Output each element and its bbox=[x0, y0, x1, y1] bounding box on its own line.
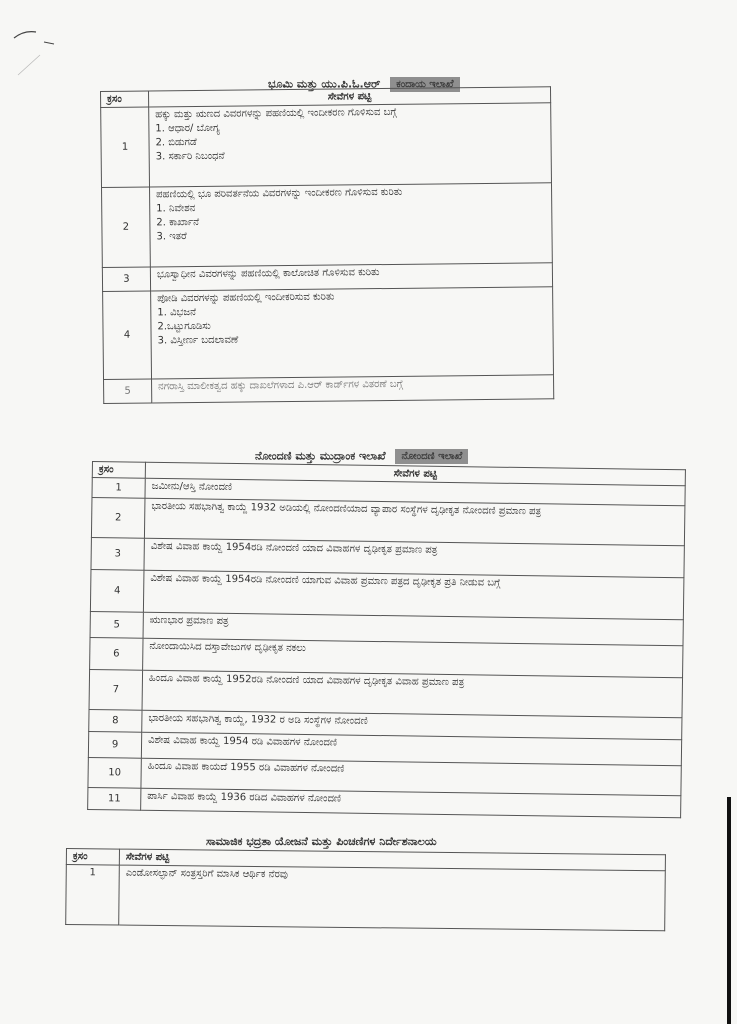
row-text bbox=[150, 183, 553, 267]
section1-title-text: ಭೂಮಿ ಮತ್ತು ಯು.ಪಿ.ಓ.ಆರ್ bbox=[268, 77, 381, 91]
col-header-num: ಕ್ರಸಂ bbox=[101, 91, 149, 108]
table-row bbox=[101, 103, 552, 188]
row-text: ಪಾರ್ಸಿ ವಿವಾಹ ಕಾಯ್ದೆ 1936 ರಡಿದ ವಿವಾಹಗಳ ನೋಂದಣಿ bbox=[141, 788, 681, 818]
page-edge-bar bbox=[727, 797, 731, 1024]
row-num: 7 bbox=[89, 669, 143, 710]
row-num: 10 bbox=[88, 757, 141, 788]
col-header-service: ಸೇವೆಗಳ ಪಟ್ಟಿ bbox=[145, 462, 685, 486]
row-num: 3 bbox=[91, 537, 144, 570]
row-num: 8 bbox=[89, 709, 142, 732]
col-header-service: ಸೇವೆಗಳ ಪಟ್ಟಿ bbox=[149, 87, 551, 107]
row-text bbox=[149, 103, 552, 187]
row-text: ಋಣಭಾರ ಪ್ರಮಾಣ ಪತ್ರ bbox=[143, 612, 683, 646]
table-row bbox=[104, 375, 554, 404]
row-sub-item: 1. ನಿವೇಶನ bbox=[156, 203, 196, 215]
table-row bbox=[66, 865, 666, 931]
row-main-text: ಹಕ್ಕು ಮತ್ತು ಋಣದ ವಿವರಗಳನ್ನು ಪಹಣಿಯಲ್ಲಿ ಇಂದೀಕರಣ ಗೊಳಿಸುವ ಬಗ್ಗೆ bbox=[155, 106, 397, 121]
row-num: 1 bbox=[66, 865, 120, 926]
row-num: 1 bbox=[92, 478, 145, 499]
col-header-num: ಕ್ರಸಂ bbox=[92, 462, 145, 479]
row-sub-item: 2.ಒಟ್ಟುಗೂಡಿಸು bbox=[157, 320, 211, 333]
row-text: ಭಾರತೀಯ ಸಹಭಾಗಿತ್ವ ಕಾಯ್ದೆ, 1932 ರ ಅಡಿ ಸಂಸ್ಥೆಗಳ ನೋಂದಣಿ bbox=[142, 710, 682, 740]
row-main-text: ಪೋಡಿ ವಿವರಗಳನ್ನು ಪಹಣಿಯಲ್ಲಿ ಇಂದೀಕರಿಸುವ ಕುರಿತು bbox=[157, 291, 335, 305]
row-num: 5 bbox=[90, 611, 143, 638]
row-text: ಹಿಂದೂ ವಿವಾಹ ಕಾಯ್ದೆ 1952ರಡಿ ನೋಂದಣಿ ಯಾದ ವಿವಾಹಗಳ ದೃಢೀಕೃತ ವಿವಾಹ ಪ್ರಮಾಣ ಪತ್ರ bbox=[142, 670, 683, 718]
section1-stamp: ಕಂದಾಯ ಇಲಾಖೆ bbox=[390, 77, 459, 92]
row-text: ಭೂಸ್ವಾಧೀನ ವಿವರಗಳನ್ನು ಪಹಣಿಯಲ್ಲಿ ಕಾಲೋಚಿತ ಗೊಳಿಸುವ ಕುರಿತು bbox=[150, 263, 552, 291]
section2-title bbox=[255, 449, 468, 464]
section3-title: ಸಾಮಾಜಿಕ ಭದ್ರತಾ ಯೋಜನೆ ಮತ್ತು ಪಿಂಚಣಿಗಳ ನಿರ್ದೇಶನಾಲಯ bbox=[206, 835, 437, 848]
row-text: ವಿಶೇಷ ವಿವಾಹ ಕಾಯ್ದೆ 1954ರಡಿ ನೋಂದಣಿ ಯಾದ ವಿವಾಹಗಳ ದೃಢೀಕೃತ ಪ್ರಮಾಣ ಪತ್ರ bbox=[144, 538, 684, 578]
row-num: 2 bbox=[102, 187, 151, 267]
section2-stamp: ನೋಂದಣಿ ಇಲಾಖೆ bbox=[395, 449, 468, 464]
row-num: 9 bbox=[88, 731, 141, 758]
table-row bbox=[103, 287, 554, 380]
row-main-text: ಪಹಣಿಯಲ್ಲಿ ಭೂ ಪರಿವರ್ತನೆಯ ವಿವರಗಳನ್ನು ಇಂದೀಕರಣ ಗೊಳಿಸುವ ಕುರಿತು bbox=[156, 186, 403, 201]
col-header-service: ಸೇವೆಗಳ ಪಟ್ಟಿ bbox=[119, 849, 665, 871]
row-num: 11 bbox=[88, 787, 141, 810]
row-text: ಜಮೀನು/ಆಸ್ತಿ ನೋಂದಣಿ bbox=[145, 478, 685, 506]
row-num: 4 bbox=[103, 291, 152, 379]
scan-mark bbox=[10, 20, 60, 80]
row-num: 5 bbox=[104, 379, 152, 404]
row-num: 3 bbox=[102, 267, 150, 292]
row-text: ವಿಶೇಷ ವಿವಾಹ ಕಾಯ್ದೆ 1954ರಡಿ ನೋಂದಣಿ ಯಾಗುವ ವಿವಾಹ ಪ್ರಮಾಣ ಪತ್ರದ ದೃಢೀಕೃತ ಪ್ರತಿ ನೀಡುವ ಬಗ್ಗೆ bbox=[143, 570, 684, 620]
row-text: ಭಾರತೀಯ ಸಹಭಾಗಿತ್ವ ಕಾಯ್ದೆ 1932 ಅಡಿಯಲ್ಲಿ ನೋಂದಣಿಯಾದ ವ್ಯಾಪಾರ ಸಂಸ್ಥೆಗಳ ದೃಢೀಕೃತ ನೋಂದಣಿ ಪ್ರಮಾಣ ಪತ್ರ bbox=[144, 498, 685, 546]
row-text: ನಗರಾಸ್ತಿ ಮಾಲೀಕತ್ವದ ಹಕ್ಕು ದಾಖಲೆಗಳಾದ ಪಿ.ಆರ್ ಕಾರ್ಡ್‌ಗಳ ವಿತರಣೆ ಬಗ್ಗೆ bbox=[152, 375, 554, 403]
row-num: 4 bbox=[90, 569, 144, 612]
row-num: 6 bbox=[90, 637, 143, 670]
row-sub-item: 2. ಬಿಡುಗಡೆ bbox=[155, 136, 197, 149]
section3-table bbox=[65, 848, 666, 931]
row-text: ನೋಂದಾಯಿಸಿದ ದಸ್ತಾವೇಜುಗಳ ದೃಢೀಕೃತ ನಕಲು bbox=[143, 638, 683, 678]
table-row bbox=[102, 183, 553, 268]
col-header-num: ಕ್ರಸಂ bbox=[66, 849, 119, 866]
row-text bbox=[151, 287, 554, 379]
row-text: ವಿಶೇಷ ವಿವಾಹ ಕಾಯ್ದೆ 1954 ರಡಿ ವಿವಾಹಗಳ ನೋಂದಣಿ bbox=[141, 732, 681, 766]
row-sub-item: 1. ವಿಭಜನೆ bbox=[157, 307, 197, 319]
row-sub-item: 3. ಇತರೆ bbox=[156, 231, 187, 243]
row-sub-item: 3. ಸರ್ಕಾರಿ ನಿಬಂಧನೆ bbox=[155, 150, 225, 163]
section2-title-text: ನೋಂದಣಿ ಮತ್ತು ಮುದ್ರಾಂಕ ಇಲಾಖೆ bbox=[255, 449, 386, 463]
row-text: ಎಂಡೋಸಲ್ಫಾನ್ ಸಂತ್ರಸ್ತರಿಗೆ ಮಾಸಿಕ ಆರ್ಥಿಕ ನೆರವು bbox=[119, 865, 666, 931]
row-sub-item: 3. ವಿಸ್ತೀರ್ಣ ಬದಲಾವಣೆ bbox=[157, 334, 239, 347]
row-sub-item: 2. ಕಾರ್ಖಾನೆ bbox=[156, 216, 200, 229]
section1-table bbox=[100, 86, 554, 404]
row-num: 2 bbox=[91, 498, 145, 539]
row-sub-item: 1. ಆಧಾರ/ ಬೋಗ್ಯ bbox=[155, 122, 220, 135]
row-num: 1 bbox=[101, 107, 150, 187]
section2-table bbox=[87, 461, 686, 818]
row-text: ಹಿಂದೂ ವಿವಾಹ ಕಾಯದೆ 1955 ರಡಿ ವಿವಾಹಗಳ ನೋಂದಣಿ bbox=[141, 758, 681, 796]
